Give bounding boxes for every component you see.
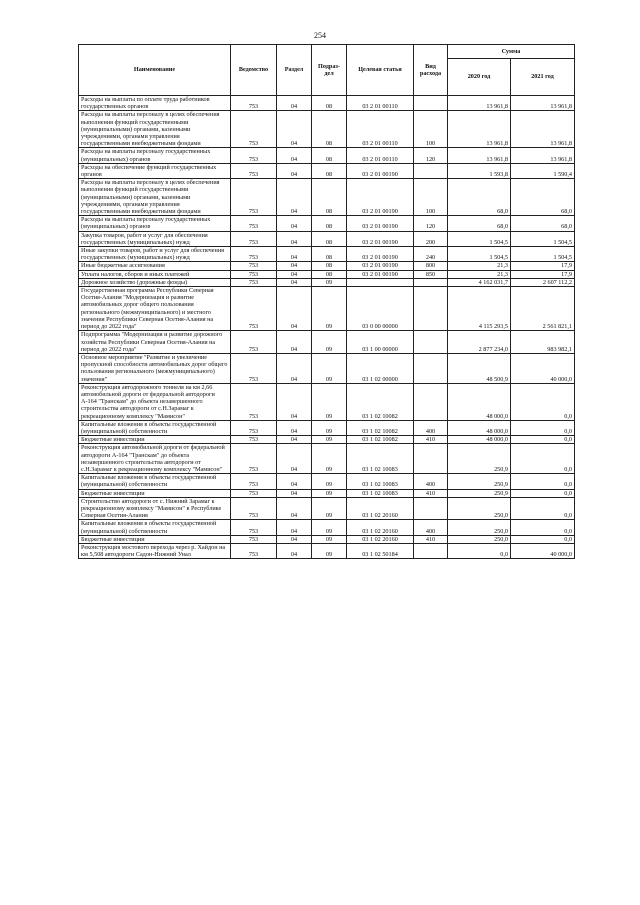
cell-razdel: 04 [277,270,312,278]
cell-target-article: 03 0 00 00000 [347,287,414,331]
cell-razdel: 04 [277,420,312,435]
cell-vedomstvo: 753 [231,383,277,420]
cell-name: Государственная программа Республики Северная Осетия-Алания "Модернизация и развитие автомобильных дорог общего пользования регионального (межмуниципального) и местного значения Республики Северная Осетия-Алания на период до 2022 года" [79,287,231,331]
page-number: 254 [314,31,326,40]
cell-podrazdel: 09 [312,535,347,543]
table-row [79,278,575,286]
cell-razdel: 04 [277,436,312,444]
cell-podrazdel: 09 [312,383,347,420]
cell-expense-type [414,163,448,178]
cell-target-article: 03 1 02 20160 [347,535,414,543]
table-row [79,331,575,354]
cell-sum-2021: 68,0 [511,179,575,216]
cell-sum-2020: 48 500,9 [448,353,511,383]
cell-sum-2021: 40 000,0 [511,543,575,558]
header-summa: Сумма [448,45,575,59]
header-razdel: Раздел [277,45,312,96]
cell-name: Капитальные вложения в объекты государственной (муниципальной) собственности [79,474,231,489]
cell-razdel: 04 [277,444,312,474]
cell-podrazdel: 08 [312,179,347,216]
cell-razdel: 04 [277,179,312,216]
cell-vedomstvo: 753 [231,163,277,178]
cell-razdel: 04 [277,148,312,163]
cell-sum-2020: 4 115 293,5 [448,287,511,331]
cell-target-article: 03 2 01 00190 [347,270,414,278]
cell-name: Уплата налогов, сборов и иных платежей [79,270,231,278]
cell-razdel: 04 [277,474,312,489]
cell-podrazdel: 08 [312,247,347,262]
cell-name: Расходы на выплаты персоналу государственных (муниципальных) органов [79,216,231,231]
cell-expense-type [414,96,448,111]
cell-name: Реконструкция мостового перехода через р. Хайдон на км 5,508 автодороги Садон-Нижний Унал [79,543,231,558]
cell-vedomstvo: 753 [231,520,277,535]
table-row [79,383,575,420]
cell-sum-2020: 1 504,5 [448,231,511,246]
cell-podrazdel: 09 [312,278,347,286]
cell-sum-2020: 68,0 [448,216,511,231]
cell-podrazdel: 09 [312,353,347,383]
cell-podrazdel: 09 [312,420,347,435]
header-name: Наименование [79,45,231,96]
cell-sum-2021: 13 961,8 [511,111,575,148]
table-row [79,497,575,520]
cell-podrazdel: 09 [312,436,347,444]
cell-expense-type [414,497,448,520]
cell-name: Бюджетные инвестиции [79,535,231,543]
cell-target-article: 03 1 02 10083 [347,444,414,474]
table-row [79,270,575,278]
cell-razdel: 04 [277,535,312,543]
cell-target-article: 03 1 02 00000 [347,353,414,383]
cell-sum-2021: 2 607 112,2 [511,278,575,286]
cell-sum-2021: 68,0 [511,216,575,231]
table-row [79,353,575,383]
cell-name: Строительство автодороги от с. Нижний Зарамаг к рекреационному комплексу "Мамисон" в Республике Северная Осетия-Алания [79,497,231,520]
cell-sum-2020: 250,9 [448,489,511,497]
cell-target-article: 03 1 02 10083 [347,489,414,497]
cell-vedomstvo: 753 [231,216,277,231]
cell-expense-type [414,444,448,474]
cell-expense-type: 400 [414,520,448,535]
cell-sum-2021: 1 504,5 [511,247,575,262]
cell-sum-2020: 48 000,0 [448,436,511,444]
cell-vedomstvo: 753 [231,331,277,354]
cell-sum-2021: 0,0 [511,489,575,497]
cell-name: Расходы на обеспечение функций государственных органов [79,163,231,178]
cell-razdel: 04 [277,111,312,148]
cell-expense-type: 800 [414,262,448,270]
cell-podrazdel: 08 [312,96,347,111]
cell-name: Расходы на выплаты персоналу в целях обеспечения выполнения функций государственными (муниципальными) органами, казенными учреждениями, органами управления государственными внебюджетными фондами [79,179,231,216]
table-row [79,179,575,216]
budget-table [78,44,575,559]
cell-razdel: 04 [277,216,312,231]
table-row [79,420,575,435]
table-row [79,535,575,543]
cell-sum-2020: 13 961,8 [448,111,511,148]
cell-target-article: 03 2 01 00190 [347,179,414,216]
cell-target-article: 03 1 02 50184 [347,543,414,558]
cell-vedomstvo: 753 [231,247,277,262]
cell-expense-type: 400 [414,420,448,435]
cell-sum-2021: 1 590,4 [511,163,575,178]
cell-name: Расходы на выплаты персоналу в целях обеспечения выполнения функций государственными (муниципальными) органами, казенными учреждениями, органами управления государственными внебюджетными фондами [79,111,231,148]
cell-sum-2021: 17,9 [511,262,575,270]
table-row [79,489,575,497]
cell-vedomstvo: 753 [231,148,277,163]
cell-sum-2020: 48 000,0 [448,383,511,420]
cell-sum-2021: 0,0 [511,535,575,543]
cell-target-article: 03 1 00 00000 [347,331,414,354]
cell-expense-type: 120 [414,148,448,163]
cell-target-article: 03 2 01 00110 [347,96,414,111]
cell-podrazdel: 08 [312,216,347,231]
cell-vedomstvo: 753 [231,497,277,520]
cell-sum-2021: 0,0 [511,383,575,420]
table-row [79,520,575,535]
table-row [79,444,575,474]
cell-vedomstvo: 753 [231,444,277,474]
table-row [79,111,575,148]
cell-podrazdel: 09 [312,287,347,331]
cell-expense-type: 400 [414,474,448,489]
cell-target-article: 03 2 01 00110 [347,111,414,148]
cell-podrazdel: 08 [312,163,347,178]
cell-vedomstvo: 753 [231,278,277,286]
table-row [79,436,575,444]
cell-expense-type: 850 [414,270,448,278]
cell-podrazdel: 09 [312,497,347,520]
cell-vedomstvo: 753 [231,111,277,148]
cell-sum-2020: 21,3 [448,262,511,270]
cell-sum-2021: 13 961,8 [511,148,575,163]
table-row [79,543,575,558]
header-target-article: Целевая статья [347,45,414,96]
cell-vedomstvo: 753 [231,96,277,111]
cell-razdel: 04 [277,489,312,497]
cell-target-article: 03 2 01 00190 [347,231,414,246]
cell-razdel: 04 [277,497,312,520]
cell-expense-type: 200 [414,231,448,246]
cell-name: Реконструкция автомобильной дороги от федеральной автодороги А-164 "Транскам" до объекта незавершенного строительства автодороги от с.Н.Зарамаг к рекреационному комплексу "Мамисон" [79,444,231,474]
cell-sum-2020: 250,0 [448,520,511,535]
cell-expense-type: 410 [414,535,448,543]
cell-target-article [347,278,414,286]
cell-vedomstvo: 753 [231,262,277,270]
cell-podrazdel: 08 [312,262,347,270]
cell-vedomstvo: 753 [231,353,277,383]
cell-podrazdel: 09 [312,444,347,474]
cell-vedomstvo: 753 [231,474,277,489]
cell-expense-type [414,383,448,420]
cell-razdel: 04 [277,231,312,246]
cell-target-article: 03 2 01 00190 [347,262,414,270]
cell-razdel: 04 [277,353,312,383]
cell-vedomstvo: 753 [231,535,277,543]
cell-sum-2020: 21,3 [448,270,511,278]
cell-name: Капитальные вложения в объекты государственной (муниципальной) собственности [79,520,231,535]
cell-vedomstvo: 753 [231,436,277,444]
cell-razdel: 04 [277,543,312,558]
header-podrazdel: Подраз-дел [312,45,347,96]
cell-razdel: 04 [277,247,312,262]
header-vedomstvo: Ведомство [231,45,277,96]
cell-sum-2021: 0,0 [511,520,575,535]
cell-target-article: 03 1 02 10082 [347,383,414,420]
cell-target-article: 03 2 01 00190 [347,247,414,262]
cell-sum-2021: 0,0 [511,497,575,520]
cell-podrazdel: 08 [312,148,347,163]
cell-name: Бюджетные инвестиции [79,489,231,497]
cell-expense-type: 410 [414,436,448,444]
cell-razdel: 04 [277,383,312,420]
cell-sum-2020: 68,0 [448,179,511,216]
cell-expense-type [414,278,448,286]
cell-expense-type: 100 [414,179,448,216]
cell-podrazdel: 09 [312,543,347,558]
cell-sum-2020: 250,0 [448,497,511,520]
table-row [79,216,575,231]
cell-target-article: 03 1 02 20160 [347,497,414,520]
table-row [79,96,575,111]
cell-target-article: 03 1 02 20160 [347,520,414,535]
cell-name: Реконструкция автодорожного тоннеля на км 2,66 автомобильной дороги от федеральной автодороги А-164 "Транскам" до объекта незавершенного строительства автодороги от с.Н.Зарамаг к рекреационному комплексу "Мамисон" [79,383,231,420]
cell-name: Капитальные вложения в объекты государственной (муниципальной) собственности [79,420,231,435]
cell-expense-type: 410 [414,489,448,497]
cell-sum-2020: 250,9 [448,474,511,489]
cell-podrazdel: 09 [312,331,347,354]
cell-sum-2021: 0,0 [511,474,575,489]
cell-podrazdel: 08 [312,231,347,246]
cell-vedomstvo: 753 [231,179,277,216]
cell-sum-2020: 1 593,8 [448,163,511,178]
cell-target-article: 03 1 02 10083 [347,474,414,489]
cell-sum-2021: 40 000,0 [511,353,575,383]
table-body [79,96,575,559]
cell-name: Иные бюджетные ассигнования [79,262,231,270]
cell-podrazdel: 09 [312,489,347,497]
cell-name: Расходы на выплаты по оплате труда работников государственных органов [79,96,231,111]
cell-sum-2021: 0,0 [511,436,575,444]
cell-sum-2021: 1 504,5 [511,231,575,246]
cell-sum-2021: 983 982,1 [511,331,575,354]
cell-razdel: 04 [277,262,312,270]
cell-name: Подпрограмма "Модернизация и развитие дорожного хозяйства Республики Северная Осетия-Алания на период до 2022 года" [79,331,231,354]
cell-expense-type: 100 [414,111,448,148]
cell-name: Дорожное хозяйство (дорожные фонды) [79,278,231,286]
cell-sum-2020: 250,0 [448,535,511,543]
table-row [79,287,575,331]
cell-podrazdel: 08 [312,270,347,278]
cell-expense-type [414,331,448,354]
cell-razdel: 04 [277,163,312,178]
cell-name: Иные закупки товаров, работ и услуг для обеспечения государственных (муниципальных) нужд [79,247,231,262]
cell-sum-2020: 250,9 [448,444,511,474]
cell-razdel: 04 [277,520,312,535]
cell-expense-type: 120 [414,216,448,231]
table-row [79,163,575,178]
cell-sum-2020: 1 504,5 [448,247,511,262]
cell-sum-2021: 17,9 [511,270,575,278]
cell-vedomstvo: 753 [231,489,277,497]
cell-razdel: 04 [277,96,312,111]
cell-vedomstvo: 753 [231,270,277,278]
cell-name: Закупка товаров, работ и услуг для обеспечения государственных (муниципальных) нужд [79,231,231,246]
cell-name: Расходы на выплаты персоналу государственных (муниципальных) органов [79,148,231,163]
table-row [79,247,575,262]
table-row [79,262,575,270]
cell-vedomstvo: 753 [231,420,277,435]
table-row [79,474,575,489]
cell-sum-2020: 48 000,0 [448,420,511,435]
header-expense-type: Вид расхода [414,45,448,96]
cell-target-article: 03 1 02 10082 [347,420,414,435]
cell-sum-2020: 2 877 234,0 [448,331,511,354]
cell-sum-2020: 13 961,8 [448,96,511,111]
cell-expense-type [414,353,448,383]
table-row [79,148,575,163]
cell-vedomstvo: 753 [231,287,277,331]
cell-razdel: 04 [277,287,312,331]
table-row [79,231,575,246]
cell-expense-type: 240 [414,247,448,262]
cell-target-article: 03 2 01 00110 [347,148,414,163]
cell-sum-2021: 0,0 [511,444,575,474]
cell-razdel: 04 [277,331,312,354]
cell-podrazdel: 09 [312,474,347,489]
cell-name: Основное мероприятие "Развитие и увеличение пропускной способности автомобильных дорог общего пользования регионального (межмуниципального) значения" [79,353,231,383]
cell-sum-2021: 2 561 821,1 [511,287,575,331]
cell-sum-2020: 4 162 031,7 [448,278,511,286]
cell-vedomstvo: 753 [231,543,277,558]
cell-name: Бюджетные инвестиции [79,436,231,444]
cell-razdel: 04 [277,278,312,286]
cell-sum-2020: 13 961,8 [448,148,511,163]
cell-expense-type [414,287,448,331]
header-2020: 2020 год [448,59,511,96]
cell-podrazdel: 09 [312,520,347,535]
cell-vedomstvo: 753 [231,231,277,246]
cell-expense-type [414,543,448,558]
cell-sum-2020: 0,0 [448,543,511,558]
cell-podrazdel: 08 [312,111,347,148]
cell-sum-2021: 13 961,8 [511,96,575,111]
cell-target-article: 03 2 01 00190 [347,163,414,178]
cell-sum-2021: 0,0 [511,420,575,435]
cell-target-article: 03 1 02 10082 [347,436,414,444]
header-2021: 2021 год [511,59,575,96]
cell-target-article: 03 2 01 00190 [347,216,414,231]
